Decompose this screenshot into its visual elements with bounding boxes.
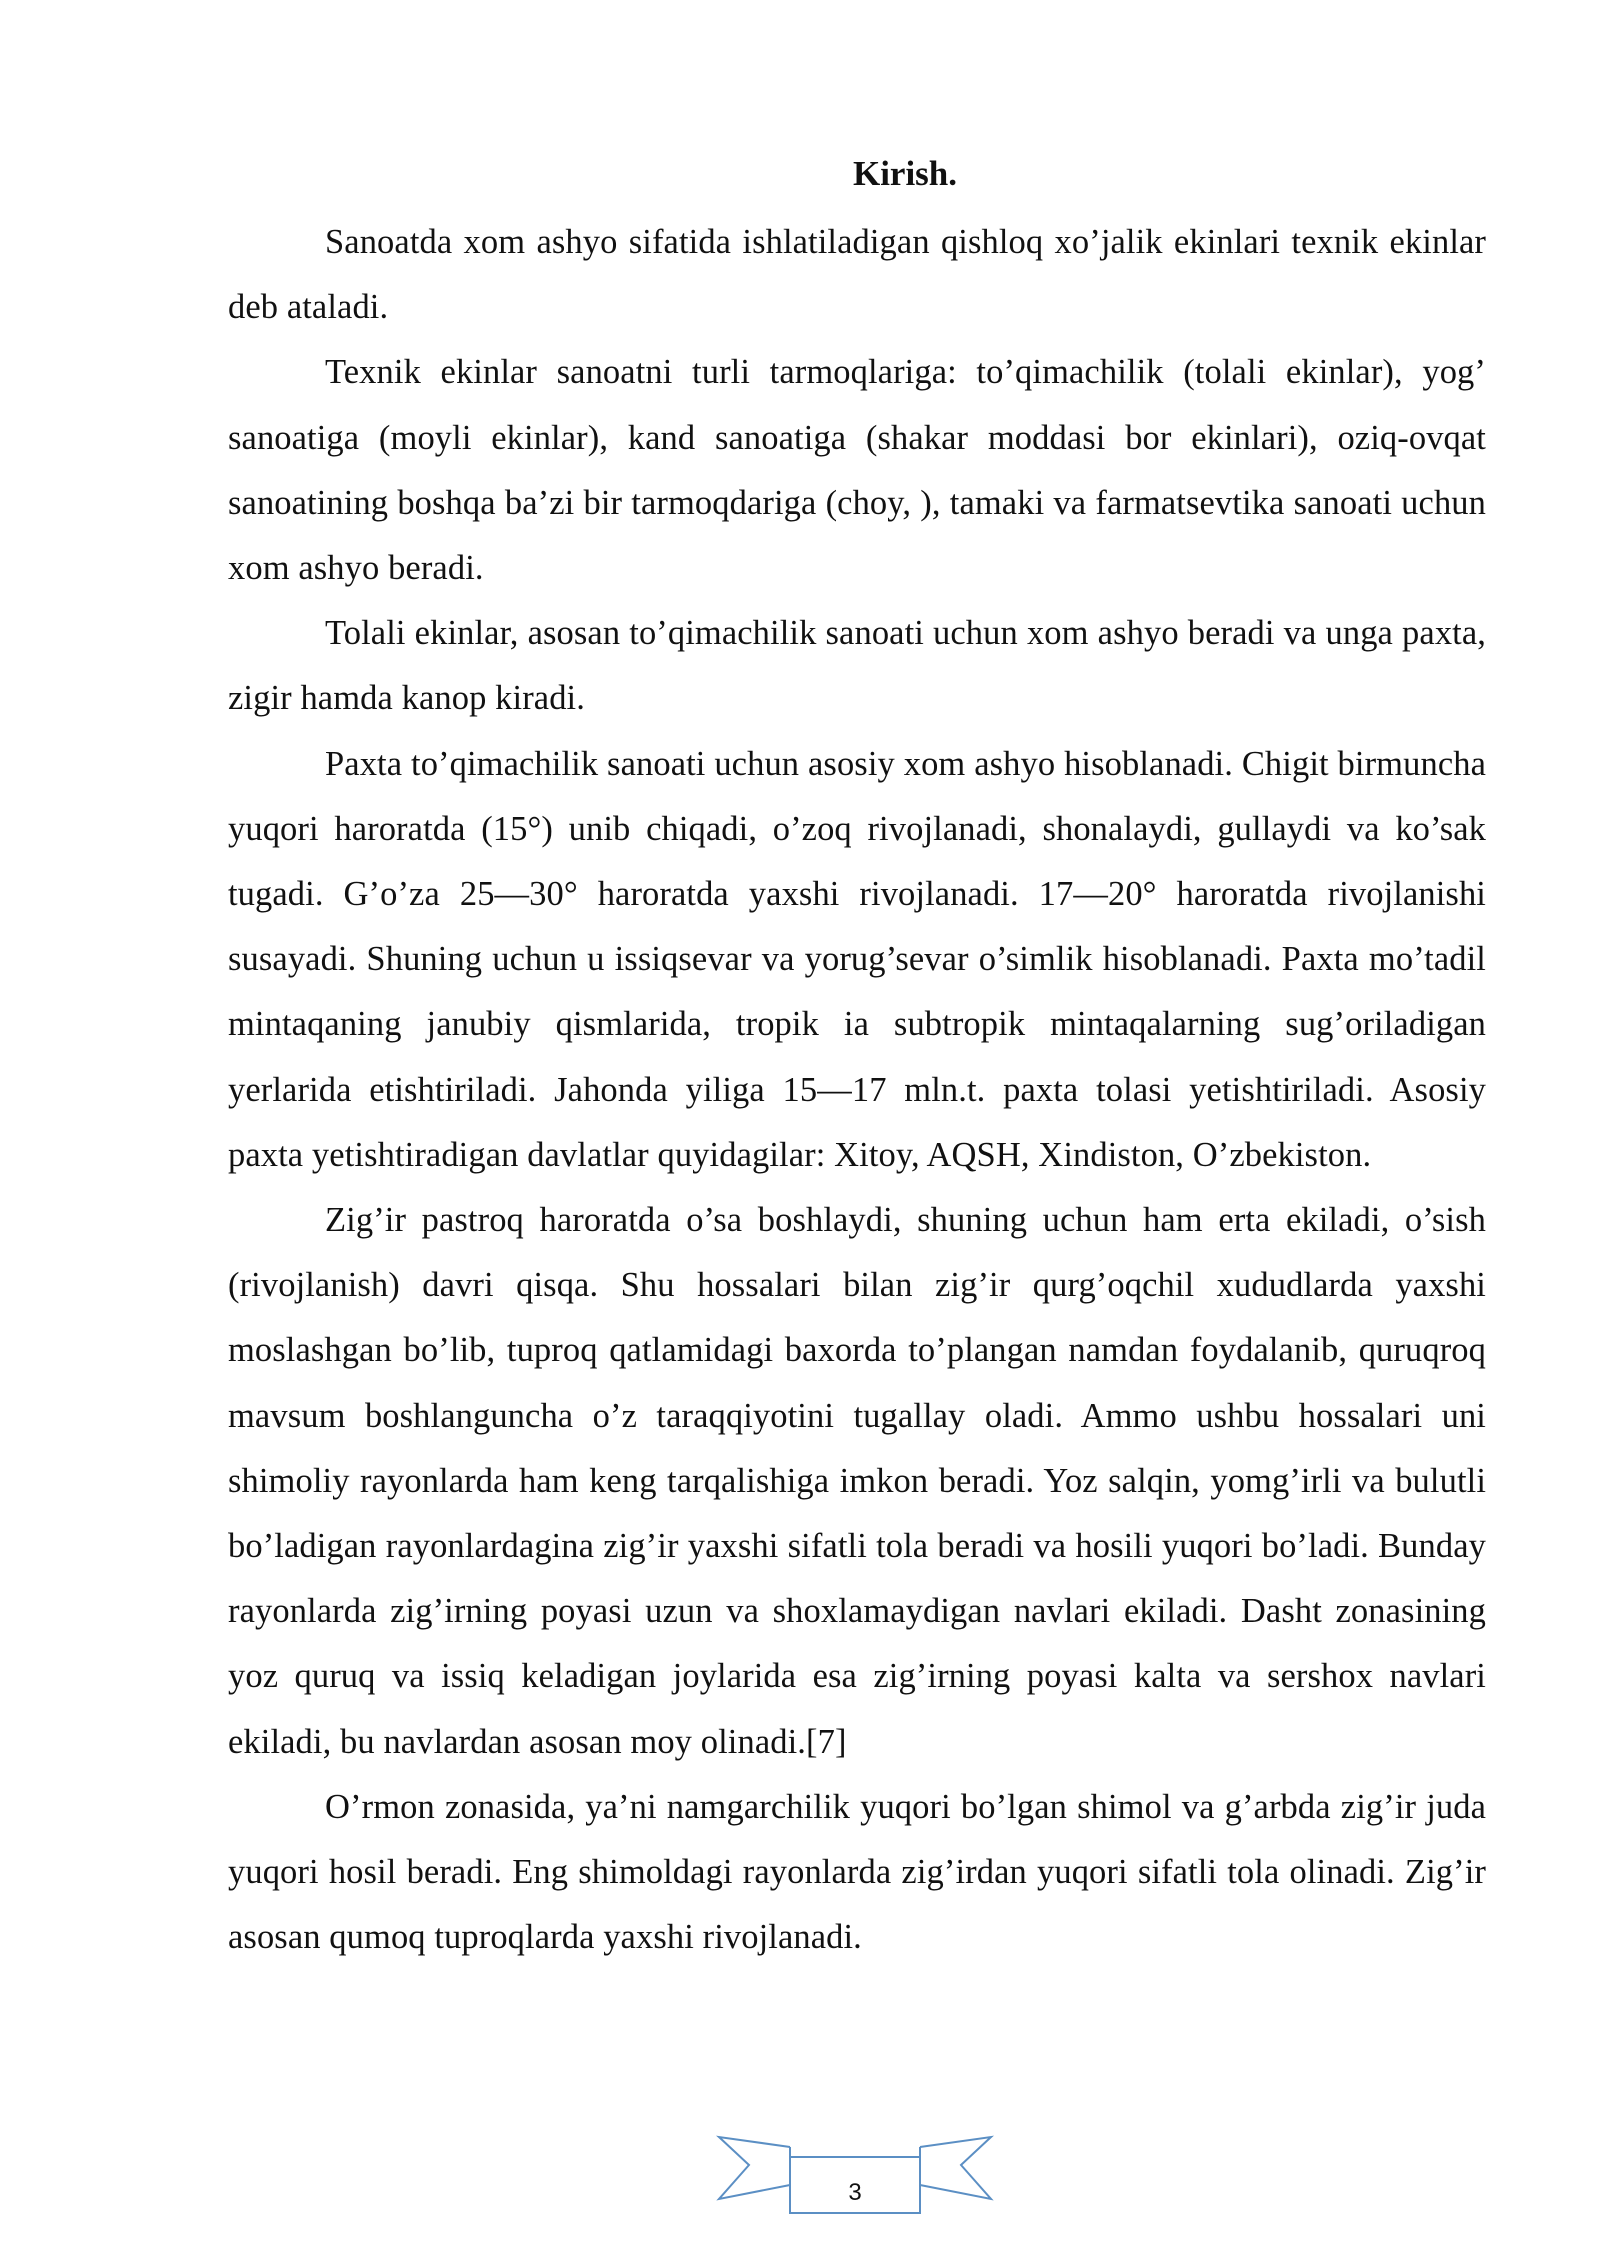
paragraph: O’rmon zonasida, ya’ni namgarchilik yuqori bo’lgan shimol va g’arbda zig’ir juda yuqori hosil beradi. Eng shimoldagi rayonlarda zig’irdan yuqori sifatli tola olinadi. Zig’ir asosan qumoq tuproqlarda yaxshi rivojlanadi. [228, 1787, 1486, 1957]
paragraph: Zig’ir pastroq haroratda o’sa boshlaydi, shuning uchun ham erta ekiladi, o’sish (rivojlanish) davri qisqa. Shu hossalari bilan zig’ir qurg’oqchil xududlarda yaxshi moslashgan bo’lib, tuproq qatlamidagi baxorda to’plangan namdan foydalanib, quruqroq mavsum boshlanguncha o’z taraqqiyotini tugallay oladi. Ammo ushbu hossalari uni shimoliy rayonlarda ham keng tarqalishiga imkon beradi. Yoz salqin, yomg’irli va bulutli bo’ladigan rayonlardagina zig’ir yaxshi sifatli tola beradi va hosili yuqori bo’ladi. Bunday rayonlarda zig’irning poyasi uzun va shoxlamaydigan navlari ekiladi. Dasht zonasining yoz quruq va issiq keladigan joylarida esa zig’irning poyasi kalta va sershox navlari ekiladi, bu navlardan asosan moy olinadi.[7] [228, 1201, 1486, 1761]
page-title: Kirish. [852, 154, 958, 193]
ribbon-right-tail [920, 2137, 991, 2199]
paragraph: Texnik ekinlar sanoatni turli tarmoqlariga: to’qimachilik (tolali ekinlar), yog’ sanoatiga (moyli ekinlar), kand sanoatiga (shakar moddasi bor ekinlari), oziq-ovqat sanoatining boshqa ba’zi bir tarmoqdariga (choy, ), tamaki va farmatsevtika sanoati uchun xom ashyo beradi. [228, 353, 1486, 588]
paragraph: Sanoatda xom ashyo sifatida ishlatiladigan qishloq xo’jalik ekinlari texnik ekinlar deb ataladi. [228, 223, 1486, 327]
page-number: 3 [848, 2179, 862, 2206]
paragraph: Paxta to’qimachilik sanoati uchun asosiy xom ashyo hisoblanadi. Chigit birmuncha yuqori haroratda (15°) unib chiqadi, o’zoq rivojlanadi, shonalaydi, gullaydi va ko’sak tugadi. G’o’za 25—30° haroratda yaxshi rivojlanadi. 17—20° haroratda rivojlanishi susayadi. Shuning uchun u issiqsevar va yorug’sevar o’simlik hisoblanadi. Paxta mo’tadil mintaqaning janubiy qismlarida, tropik ia subtropik mintaqalarning sug’oriladigan yerlarida etishtiriladi. Jahonda yiliga 15—17 mln.t. paxta tolasi yetishtiriladi. Asosiy paxta yetishtiradigan davlatlar quyidagilar: Xitoy, AQSH, Xindiston, O’zbekiston. [228, 744, 1486, 1174]
paragraph: Tolali ekinlar, asosan to’qimachilik sanoati uchun xom ashyo beradi va unga paxta, zigir hamda kanop kiradi. [228, 614, 1486, 718]
body-text [228, 210, 1486, 1970]
ribbon-left-tail [719, 2137, 790, 2199]
